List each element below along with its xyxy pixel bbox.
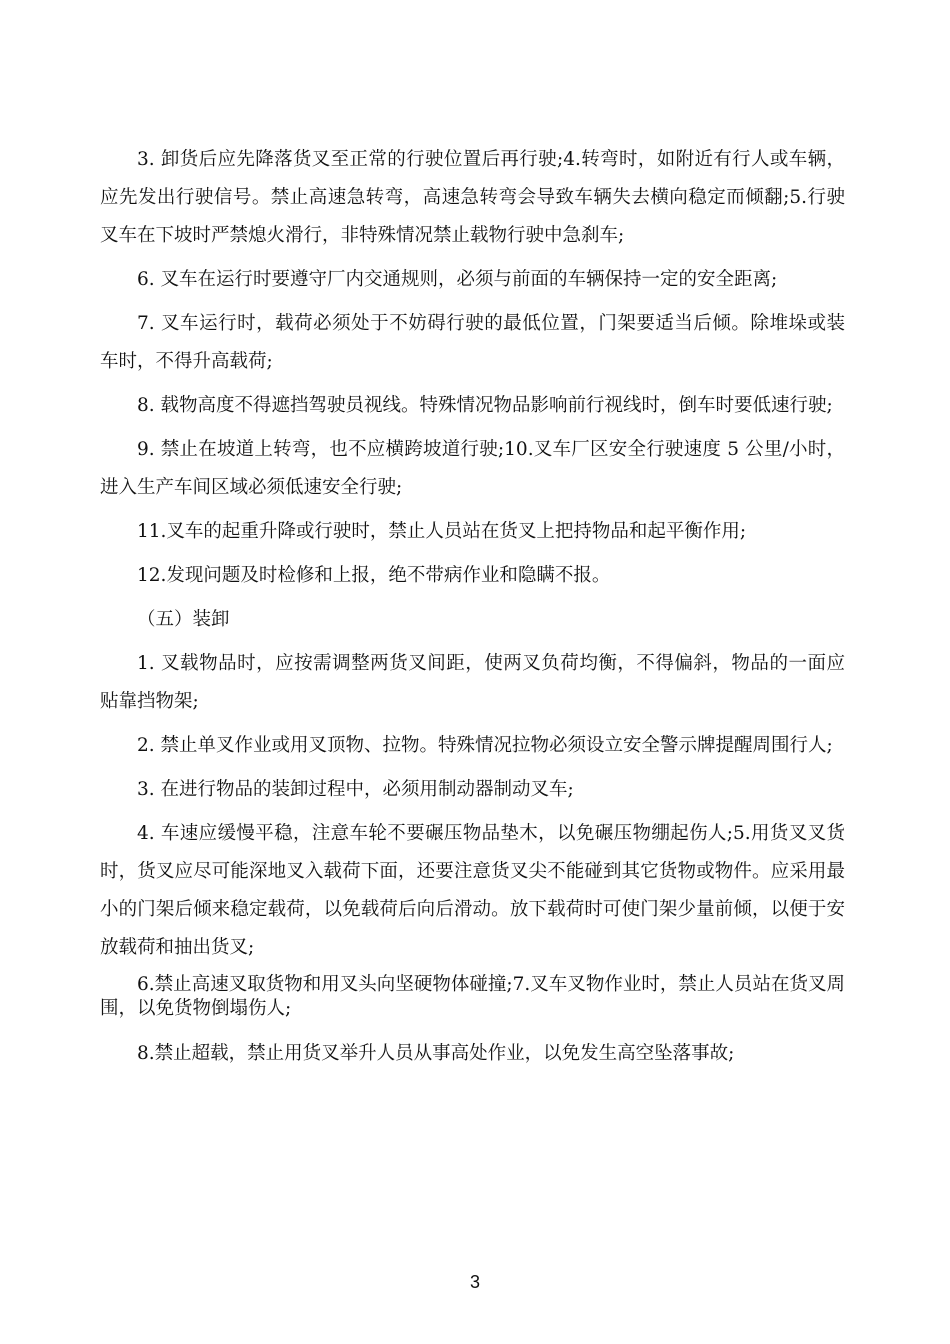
section-paragraph-4-5: 4. 车速应缓慢平稳，注意车轮不要碾压物品垫木，以免碾压物绷起伤人;5.用货叉叉货时，货叉应尽可能深地叉入载荷下面，还要注意货叉尖不能碰到其它货物或物件。应采用最小的门架后倾来稳定载荷，以免载荷后向后滑动。放下载荷时可使门架少量前倾，以便于安放载荷和抽出货叉; [100, 823, 845, 958]
paragraph-item-6: 6. 叉车在运行时要遵守厂内交通规则，必须与前面的车辆保持一定的安全距离; [137, 269, 778, 290]
document-body [100, 141, 845, 1079]
section-paragraph-1: 1. 叉载物品时，应按需调整两货叉间距，使两叉负荷均衡，不得偏斜，物品的一面应贴靠挡物架; [100, 653, 845, 712]
section-paragraph-2: 2. 禁止单叉作业或用叉顶物、拉物。特殊情况拉物必须设立安全警示牌提醒周围行人; [137, 735, 833, 756]
paragraph-item-9-10: 9. 禁止在坡道上转弯，也不应横跨坡道行驶;10.叉车厂区安全行驶速度 5 公里/小时，进入生产车间区域必须低速安全行驶; [100, 439, 845, 498]
paragraph-item-12: 12.发现问题及时检修和上报，绝不带病作业和隐瞒不报。 [137, 565, 611, 586]
section-paragraph-6-7: 6.禁止高速叉取货物和用叉头向坚硬物体碰撞;7.叉车叉物作业时，禁止人员站在货叉周围，以免货物倒塌伤人; [100, 974, 845, 1019]
section-heading-loading-unloading: （五）装卸 [137, 609, 230, 630]
section-paragraph-8: 8.禁止超载，禁止用货叉举升人员从事高处作业，以免发生高空坠落事故; [137, 1043, 735, 1064]
section-paragraph-3: 3. 在进行物品的装卸过程中，必须用制动器制动叉车; [137, 779, 574, 800]
paragraph-item-7: 7. 叉车运行时，载荷必须处于不妨碍行驶的最低位置，门架要适当后倾。除堆垛或装车时，不得升高载荷; [100, 313, 845, 372]
page-number: 3 [469, 1272, 480, 1292]
paragraph-item-3-5: 3. 卸货后应先降落货叉至正常的行驶位置后再行驶;4.转弯时，如附近有行人或车辆，应先发出行驶信号。禁止高速急转弯，高速急转弯会导致车辆失去横向稳定而倾翻;5.行驶叉车在下坡时严禁熄火滑行，非特殊情况禁止载物行驶中急刹车; [100, 149, 845, 246]
paragraph-item-11: 11.叉车的起重升降或行驶时，禁止人员站在货叉上把持物品和起平衡作用; [137, 521, 747, 542]
paragraph-item-8: 8. 载物高度不得遮挡驾驶员视线。特殊情况物品影响前行视线时，倒车时要低速行驶; [137, 395, 833, 416]
